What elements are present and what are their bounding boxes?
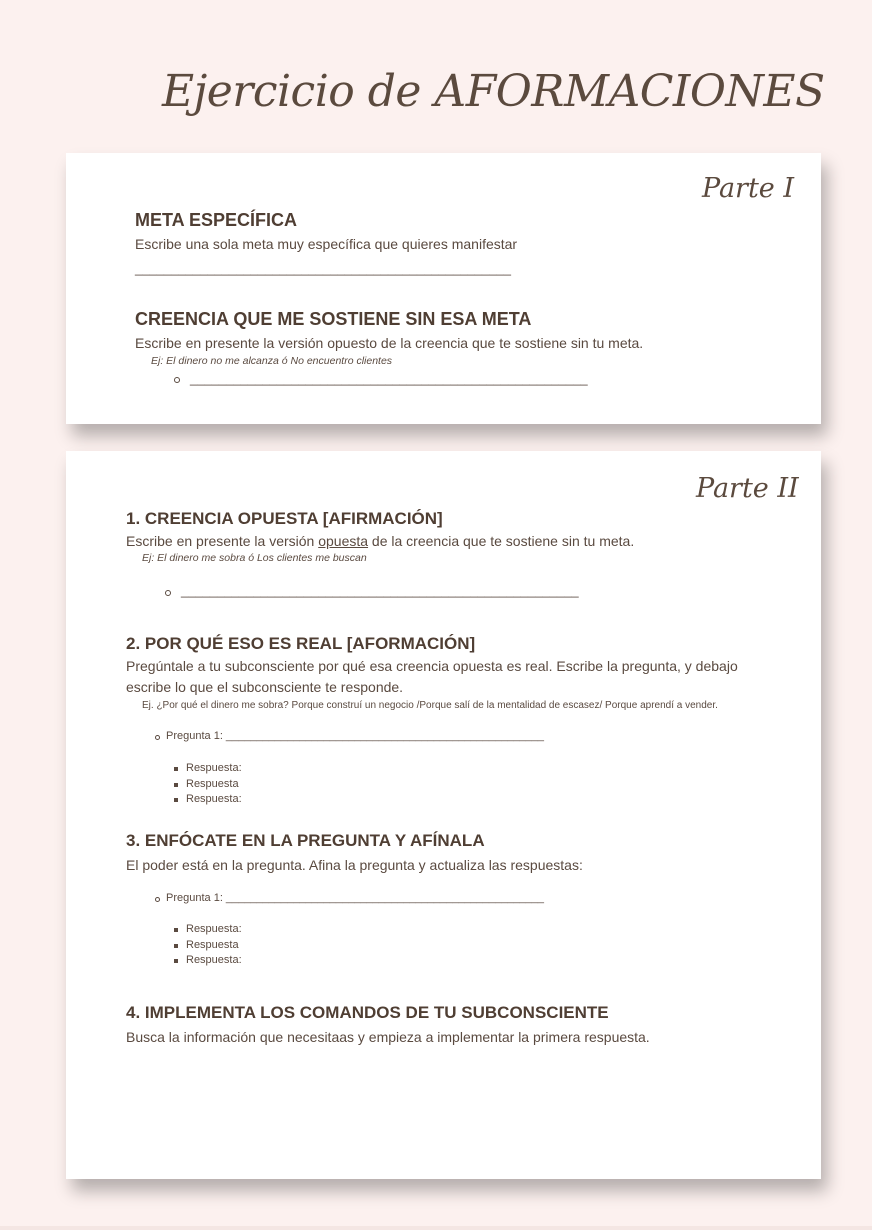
bottom-divider — [0, 1226, 872, 1230]
meta-description: Escribe una sola meta muy específica que quieres manifestar — [135, 236, 518, 252]
section1-heading: 1. CREENCIA OPUESTA [AFIRMACIÓN] — [126, 509, 443, 528]
section3-description: El poder está en la pregunta. Afina la pregunta y actualiza las respuestas: — [126, 857, 583, 873]
section2-description-line1: Pregúntale a tu subconsciente por qué esa creencia opuesta es real. Escribe la pregunta, y debajo — [126, 658, 738, 674]
section3-question[interactable]: Pregunta 1: ____________________________________________________ — [166, 892, 545, 904]
bullet-circle — [165, 590, 171, 596]
creencia-description: Escribe en presente la versión opuesto de la creencia que te sostiene sin tu meta. — [135, 335, 644, 351]
section1-example: Ej: El dinero me sobra ó Los clientes me buscan — [142, 552, 367, 564]
part2-label: Parte II — [696, 473, 799, 504]
bullet-square — [174, 767, 178, 771]
section2-question[interactable]: Pregunta 1: ____________________________________________________ — [166, 730, 545, 742]
section2-description-line2: escribe lo que el subconsciente te responde. — [126, 679, 404, 695]
section3-heading: 3. ENFÓCATE EN LA PREGUNTA Y AFÍNALA — [126, 831, 485, 850]
section1-description: Escribe en presente la versión opuesta de la creencia que te sostiene sin tu meta. — [126, 533, 635, 549]
meta-heading: META ESPECÍFICA — [135, 210, 298, 230]
meta-answer-line[interactable]: ____________________________________________________ — [135, 261, 511, 276]
section3-answer-2: Respuesta — [186, 939, 239, 951]
part1-card — [66, 153, 821, 424]
creencia-example: Ej: El dinero no me alcanza ó No encuentro clientes — [151, 355, 393, 367]
section4-description: Busca la información que necesitaas y empieza a implementar la primera respuesta. — [126, 1029, 650, 1045]
bullet-square — [174, 959, 178, 963]
bullet-square — [174, 944, 178, 948]
bullet-circle — [155, 897, 160, 902]
bullet-circle — [174, 377, 180, 383]
section2-example: Ej. ¿Por qué el dinero me sobra? Porque construí un negocio /Porque salí de la mentalidad de escasez/ Porque aprendí a vender. — [142, 700, 718, 711]
part2-card — [66, 451, 821, 1179]
creencia-heading: CREENCIA QUE ME SOSTIENE SIN ESA META — [135, 309, 532, 329]
bullet-square — [174, 928, 178, 932]
bullet-circle — [155, 735, 160, 740]
section2-answer-1: Respuesta: — [186, 762, 242, 774]
page-title: Ejercicio de AFORMACIONES — [162, 66, 825, 117]
section2-answer-2: Respuesta — [186, 778, 239, 790]
part1-label: Parte I — [702, 173, 795, 204]
section3-answer-1: Respuesta: — [186, 923, 242, 935]
section2-heading: 2. POR QUÉ ESO ES REAL [AFORMACIÓN] — [126, 634, 476, 653]
bullet-square — [174, 783, 178, 787]
creencia-answer-line[interactable]: _______________________________________________________ — [190, 371, 588, 386]
section1-answer-line[interactable]: _______________________________________________________ — [181, 583, 579, 598]
section4-heading: 4. IMPLEMENTA LOS COMANDOS DE TU SUBCONSCIENTE — [126, 1003, 609, 1022]
section2-answer-3: Respuesta: — [186, 793, 242, 805]
section3-answer-3: Respuesta: — [186, 954, 242, 966]
bullet-square — [174, 798, 178, 802]
